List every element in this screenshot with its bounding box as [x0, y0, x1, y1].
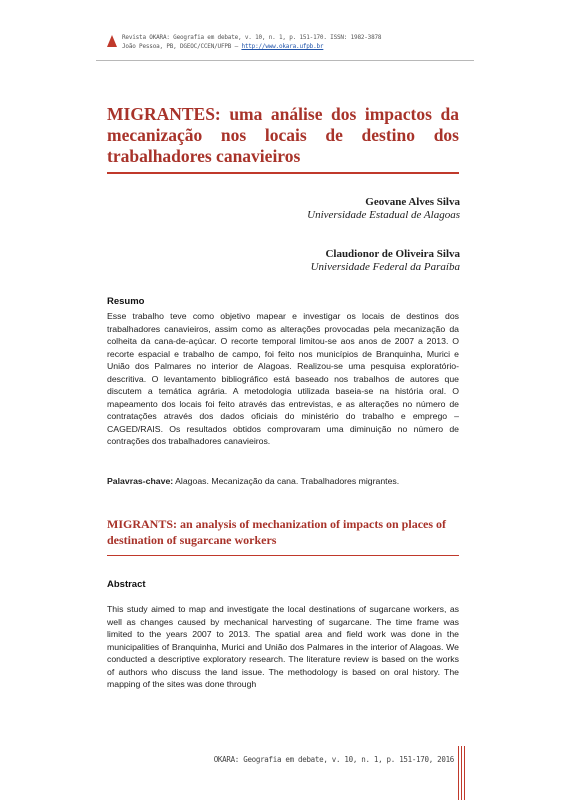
author-block-2	[311, 248, 460, 274]
journal-location-text: João Pessoa, PB, DGEOC/CCEN/UFPB –	[122, 43, 242, 50]
journal-url-link[interactable]: http://www.okara.ufpb.br	[241, 43, 324, 50]
keywords-label: Palavras-chave:	[107, 476, 174, 486]
header-divider	[96, 60, 474, 61]
abstract-heading: Abstract	[107, 579, 146, 590]
author-affiliation: Universidade Federal da Paraíba	[310, 261, 460, 273]
footer-bar	[461, 746, 462, 800]
abstract-text: This study aimed to map and investigate the local destinations of sugarcane workers, as well as changes caused by mechanical harvesting of sugarcane. The time frame was limited to the years 2007 to 2013. The spatial area and field work was done in the municipalities of Branquinha, Murici and União dos Palmares in the interior of Alagoas. We conducted a descriptive exploratory research. The literature review is based on the works of authors who discuss the land issue. The methodology is based on oral history. The mapping of the sites was done through	[107, 604, 459, 689]
author-block-1	[307, 196, 460, 222]
title-divider	[107, 172, 459, 174]
author-affiliation: Universidade Estadual de Alagoas	[307, 209, 460, 221]
article-title-en: MIGRANTS: an analysis of mechanization of impacts on places of destination of sugarcane workers	[107, 517, 447, 547]
footer-bar	[464, 746, 465, 800]
article-title-pt: MIGRANTES: uma análise dos impactos da mecanização nos locais de destino dos trabalhadores canavieiros	[107, 104, 459, 166]
resumo-heading: Resumo	[107, 296, 145, 307]
keywords-text: Alagoas. Mecanização da cana. Trabalhadores migrantes.	[175, 476, 400, 486]
journal-logo-icon	[107, 35, 117, 47]
journal-location	[122, 42, 381, 51]
author-name: Geovane Alves Silva	[365, 196, 460, 208]
footer-bar	[458, 746, 459, 800]
page-footer: OKARA: Geografia em debate, v. 10, n. 1, p. 151-170, 2016	[213, 755, 454, 764]
keywords-pt	[107, 475, 459, 487]
title-en-divider	[107, 555, 459, 556]
author-name: Claudionor de Oliveira Silva	[325, 248, 460, 260]
resumo-text: Esse trabalho teve como objetivo mapear e investigar os locais de destinos dos trabalhadores canavieiros, assim como as alterações provocadas pela mecanização da colheita da cana-de-açúcar. O recorte temporal limitou-se aos anos de 2007 a 2013. O recorte espacial e trabalho de campo, foi feito nos municípios de Branquinha, Murici e União dos Palmares no interior de Alagoas. Realizou-se uma pesquisa exploratório-descritiva. O levantamento bibliográfico está baseado nos trabalhos de autores que discutem a temática agrária. A metodologia utilizada baseia-se na história oral. O mapeamento dos locais foi feito através das entrevistas, e as alterações no número de contratações através dos dados oficiais do ministério do trabalho e emprego – CAGED/RAIS. Os resultados obtidos comprovaram uma diminuição no número de contrações dos trabalhadores canavieiros.	[107, 311, 459, 446]
journal-citation: Revista OKARA: Geografia em debate, v. 10, n. 1, p. 151-170. ISSN: 1982-3878	[122, 34, 382, 41]
journal-header	[122, 33, 381, 51]
